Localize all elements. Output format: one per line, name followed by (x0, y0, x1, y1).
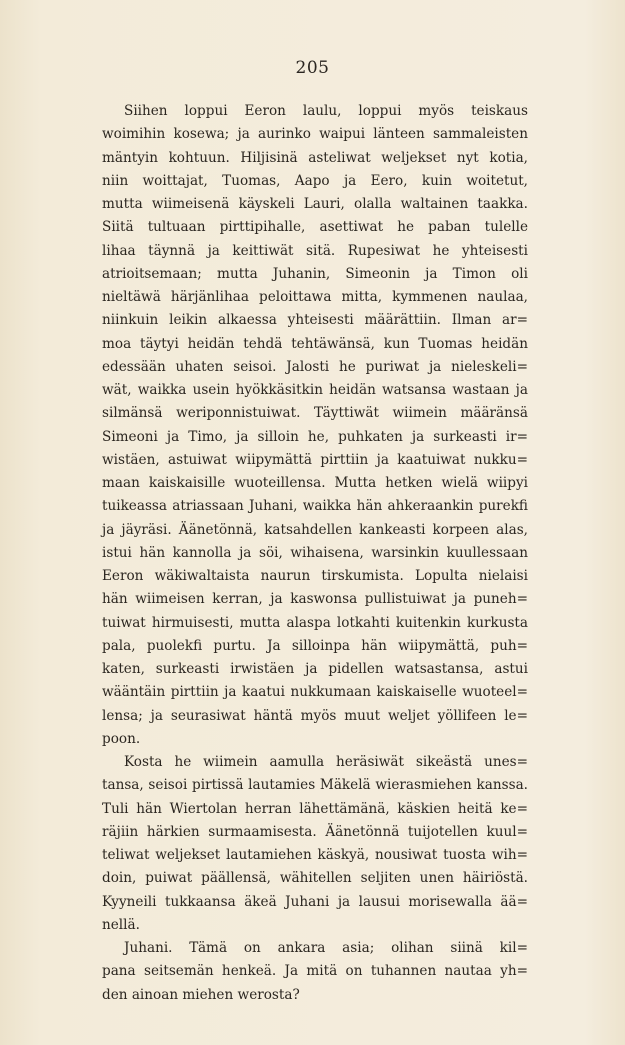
text-line: pana seitsemän henkeä. Ja mitä on tuhannen nautaa yh= (102, 963, 528, 980)
text-line: tansa, seisoi pirtissä lautamies Mäkelä wierasmiehen kanssa. (102, 777, 528, 794)
text-line: Simeoni ja Timo, ja silloin he, puhkaten ja surkeasti ir= (102, 428, 528, 445)
text-line: pala, puolekfi purtu. Ja silloinpa hän wiipymättä, puh= (102, 637, 528, 654)
text-line: atrioitsemaan; mutta Juhanin, Simeonin ja Timon oli (102, 265, 528, 282)
text-line: niinkuin leikin alkaessa yhteisesti määrättiin. Ilman ar= (102, 312, 528, 329)
text-line: Siitä tultuaan pirttipihalle, asettiwat he paban tulelle (102, 219, 528, 236)
text-line: edessään uhaten seisoi. Jalosti he puriwat ja nieleskeli= (102, 358, 528, 375)
text-line: niin woittajat, Tuomas, Aapo ja Eero, kuin woitetut, (102, 172, 528, 189)
body-text (102, 100, 528, 1007)
page-number: 205 (295, 58, 330, 78)
text-line: den ainoan miehen werosta? (102, 986, 300, 1003)
text-line: silmänsä weriponnistuiwat. Täyttiwät wiimein määränsä (102, 405, 528, 422)
text-line: woimihin kosewa; ja aurinko waipui länteen sammaleisten (102, 126, 528, 143)
text-line: wääntäin pirttiin ja kaatui nukkumaan kaiskaiselle wuoteel= (102, 684, 528, 701)
text-line: lensa; ja seurasiwat häntä myös muut weljet yöllifeen le= (102, 707, 528, 724)
text-line: katen, surkeasti irwistäen ja pidellen watsastansa, astui (102, 661, 528, 677)
text-line: nellä. (102, 916, 140, 933)
text-line: lihaa täynnä ja keittiwät sitä. Rupesiwat he yhteisesti (102, 242, 528, 259)
text-line: teliwat weljekset lautamiehen käskyä, nousiwat tuosta wih= (102, 847, 528, 863)
text-line: Tuli hän Wiertolan herran lähettämänä, käskien heitä ke= (102, 800, 528, 817)
text-line: Juhani. Tämä on ankara asia; olihan siinä kil= (124, 940, 528, 956)
text-line: mutta wiimeisenä käyskeli Lauri, olalla waltainen taakka. (102, 196, 528, 212)
text-line: Eeron wäkiwaltaista naurun tirskumista. Lopulta nielaisi (102, 568, 528, 584)
text-line: räjiin härkien surmaamisesta. Äänetönnä tuijotellen kuul= (102, 823, 528, 840)
text-line: wistäen, astuiwat wiipymättä pirttiin ja kaatuiwat nukku= (102, 451, 528, 468)
text-line: wät, waikka usein hyökkäsitkin heidän watsansa wastaan ja (102, 382, 528, 398)
text-line: tuiwat hirmuisesti, mutta alaspa lotkahti kuitenkin kurkusta (102, 614, 528, 631)
text-line: nieltäwä härjänlihaa peloittawa mitta, kymmenen naulaa, (102, 289, 528, 305)
text-line: poon. (102, 730, 141, 747)
text-line: istui hän kannolla ja söi, wihaisena, warsinkin kuullessaan (102, 544, 528, 561)
text-line: moa täytyi heidän tehdä tehtäwänsä, kun Tuomas heidän (102, 335, 528, 352)
text-line: ja jäyräsi. Äänetönnä, katsahdellen kankeasti korpeen alas, (102, 521, 528, 538)
text-line: doin, puiwat päällensä, wähitellen seljiten unen häiriöstä. (102, 870, 528, 887)
text-line: mäntyin kohtuun. Hiljisinä asteliwat weljekset nyt kotia, (102, 149, 528, 166)
text-line: Siihen loppui Eeron laulu, loppui myös teiskaus (124, 103, 528, 119)
text-line: tuikeassa atriassaan Juhani, waikka hän ahkeraankin purekfi (102, 498, 528, 515)
text-line: maan kaiskaisille wuoteillensa. Mutta hetken wielä wiipyi (102, 475, 528, 491)
text-line: hän wiimeisen kerran, ja kaswonsa pullistuiwat ja puneh= (102, 591, 528, 608)
text-line: Kyyneili tukkaansa äkeä Juhani ja lausui morisewalla ää= (102, 893, 528, 910)
text-line: Kosta he wiimein aamulla heräsiwät sikeästä unes= (124, 754, 528, 770)
